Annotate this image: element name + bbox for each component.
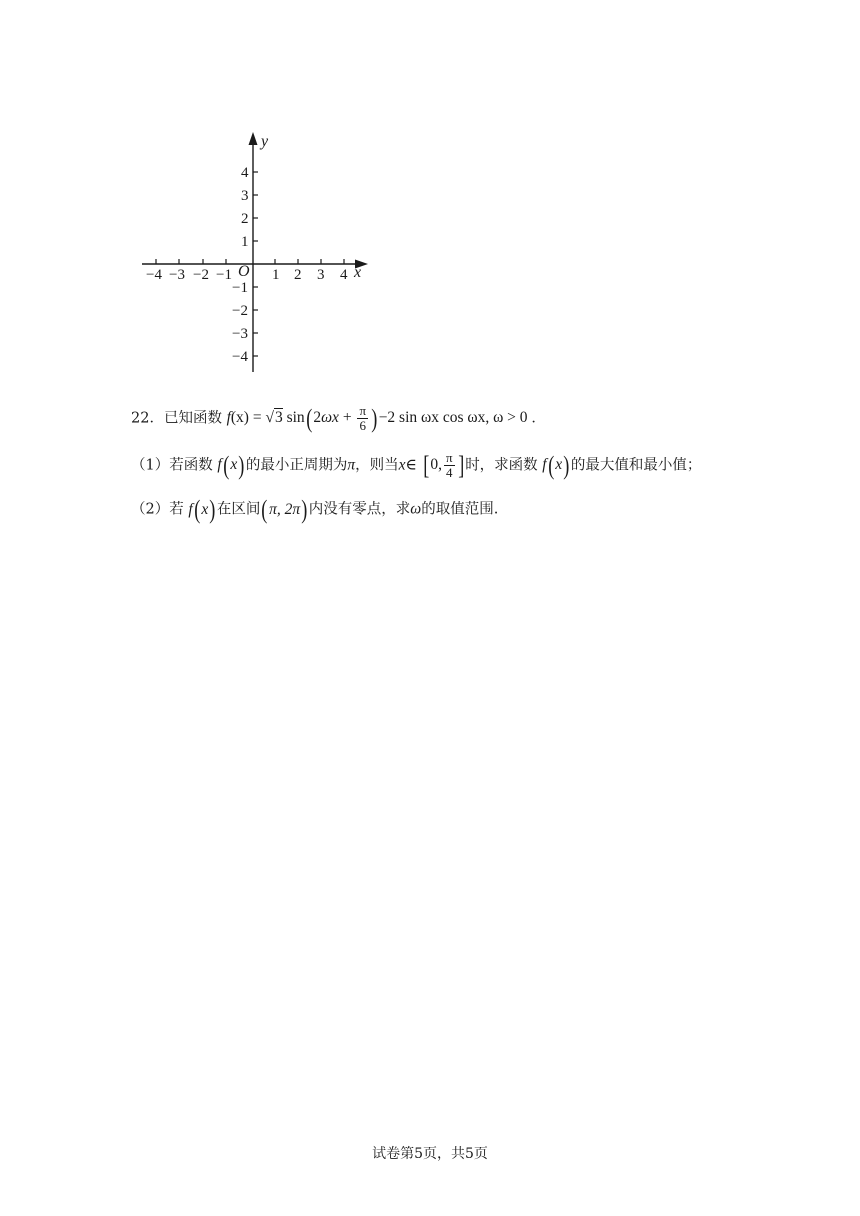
question-intro: 已知函数	[163, 410, 222, 427]
x-tick-label: 1	[272, 267, 280, 283]
page-footer: 试卷第5页，共5页	[372, 1146, 488, 1162]
x-tick-label: 4	[340, 267, 348, 283]
y-axis-arrow	[249, 132, 258, 145]
x-tick-label: 3	[317, 267, 325, 283]
x-tick-label: 2	[294, 267, 302, 283]
question-22-part-2: （2）若 f(x)在区间(π, 2π)内没有零点，求ω的取值范围.	[131, 495, 499, 524]
x-tick-label: −4	[146, 267, 162, 283]
x-tick-label: −1	[216, 267, 232, 283]
x-tick-label: −2	[193, 267, 209, 283]
question-22-part-1: （1）若函数 f(x)的最小正周期为π，则当x∈ [0, $\frac{\pi}{4}$ ]时，求函数 f(x)的最大值和最小值；	[131, 450, 702, 481]
y-tick-label: −2	[232, 303, 248, 319]
fraction-pi-over-4: $\frac{\pi}{4}$	[445, 450, 453, 481]
y-tick-label: 1	[241, 234, 249, 250]
y-tick-label: 3	[241, 188, 249, 204]
y-tick-label: 4	[241, 165, 249, 181]
function-definition: f(x) = √3 sin(2ωx + $\frac{\pi}{6}$ )−2 sin ωx cos ωx, ω > 0	[226, 403, 528, 434]
x-tick-label: −3	[169, 267, 185, 283]
y-axis-label: y	[261, 133, 269, 150]
fraction-pi-over-6: $\frac{\pi}{6}$	[359, 403, 367, 434]
y-tick-label: −1	[232, 280, 248, 296]
y-tick-label: 2	[241, 211, 249, 227]
origin-label: O	[238, 263, 250, 280]
y-tick-label: −4	[232, 349, 248, 365]
coordinate-axes-figure	[138, 128, 378, 378]
y-tick-label: −3	[232, 326, 248, 342]
question-number: 22．	[131, 410, 164, 427]
x-axis-label: x	[354, 264, 362, 281]
question-22-stem: 22．已知函数 f(x) = √3 sin(2ωx + $\frac{\pi}{6}$ )−2 sin ωx cos ωx, ω > 0 ．	[131, 403, 546, 434]
